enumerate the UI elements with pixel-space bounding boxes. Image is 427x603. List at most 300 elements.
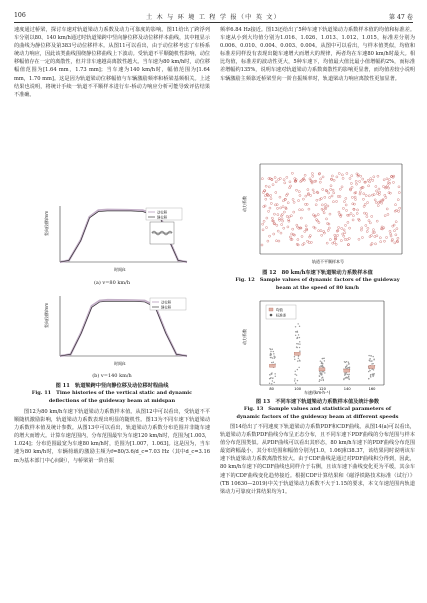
sample-point xyxy=(355,183,357,185)
sample-point xyxy=(294,359,295,360)
sample-point xyxy=(343,378,344,379)
sample-point xyxy=(320,230,322,232)
sample-point xyxy=(345,209,347,211)
sample-point xyxy=(270,198,272,200)
sample-point xyxy=(270,194,272,196)
sample-point xyxy=(282,206,284,208)
sample-point xyxy=(385,196,387,198)
sample-point xyxy=(279,196,281,198)
sample-point xyxy=(297,238,299,240)
sample-point xyxy=(360,229,362,231)
sample-point xyxy=(304,174,306,176)
sample-point xyxy=(295,326,296,327)
sample-point xyxy=(321,377,322,378)
sample-point xyxy=(329,239,331,241)
sample-point xyxy=(283,227,285,229)
sample-point xyxy=(398,186,400,188)
sample-point xyxy=(331,195,333,197)
sample-point xyxy=(390,235,392,237)
sample-point xyxy=(392,181,394,183)
sample-point xyxy=(272,357,273,358)
sample-point xyxy=(270,202,272,204)
sample-point xyxy=(322,358,323,359)
sample-point xyxy=(335,243,337,245)
sample-point xyxy=(318,230,320,232)
sample-point xyxy=(292,228,294,230)
sample-point xyxy=(378,188,380,190)
sample-point xyxy=(373,359,374,360)
sample-point xyxy=(338,211,340,213)
sample-point xyxy=(296,343,297,344)
sample-point xyxy=(351,186,353,188)
sample-point xyxy=(273,233,275,235)
sample-point xyxy=(279,219,281,221)
sample-point xyxy=(291,172,293,174)
sample-point xyxy=(372,356,373,357)
sample-point xyxy=(348,237,350,239)
sample-point xyxy=(376,220,378,222)
left-bottom-column xyxy=(14,408,210,465)
fig13-caption-en-2: dynamic factors of the guideway beam at different speeds xyxy=(236,413,399,420)
sample-point xyxy=(296,226,298,228)
sample-point xyxy=(355,180,357,182)
fig12-chart xyxy=(238,160,406,268)
right-column xyxy=(220,26,415,83)
sample-point xyxy=(294,380,295,381)
sample-point xyxy=(393,224,395,226)
sample-point xyxy=(362,198,364,200)
fig11b-legend-dyn: 动位移 xyxy=(161,300,172,305)
sample-point xyxy=(313,180,315,182)
sample-point xyxy=(369,358,370,359)
sample-point xyxy=(276,224,278,226)
fig11-caption-cn: 图 11 轨道梁跨中竖向静位移及动位移时程曲线 xyxy=(55,383,169,389)
sample-point xyxy=(370,374,371,375)
sample-point xyxy=(302,198,304,200)
sample-point xyxy=(359,191,361,193)
sample-point xyxy=(321,208,323,210)
sample-point xyxy=(397,199,399,201)
sample-point xyxy=(348,376,349,377)
sample-point xyxy=(374,236,376,238)
sample-point xyxy=(299,351,300,352)
sample-point xyxy=(295,335,296,336)
sample-point xyxy=(365,213,367,215)
sample-point xyxy=(340,215,342,217)
mean-marker xyxy=(369,366,375,369)
sample-point xyxy=(292,198,294,200)
sample-point xyxy=(323,358,324,359)
sample-point xyxy=(283,211,285,213)
sample-point xyxy=(261,178,263,180)
sample-point xyxy=(268,186,270,188)
sample-point xyxy=(271,217,273,219)
sample-point xyxy=(390,233,392,235)
sample-point xyxy=(310,194,312,196)
sample-point xyxy=(311,172,313,174)
sample-point xyxy=(328,192,330,194)
sample-point xyxy=(335,200,337,202)
sample-point xyxy=(372,229,374,231)
sample-point xyxy=(275,240,277,242)
x-tick-label: 160 xyxy=(368,387,376,391)
sample-point xyxy=(348,367,349,368)
sample-point xyxy=(290,185,292,187)
sample-point xyxy=(359,193,361,195)
sample-point xyxy=(319,181,321,183)
sample-point xyxy=(388,192,390,194)
fig11b-caption: (b) v=140 km/h xyxy=(92,373,132,379)
sample-point xyxy=(270,353,271,354)
sample-point xyxy=(385,236,387,238)
sample-point xyxy=(299,347,300,348)
sample-point xyxy=(322,188,324,190)
sample-point xyxy=(387,182,389,184)
sample-point xyxy=(369,236,371,238)
sample-point xyxy=(325,218,327,220)
sample-point xyxy=(268,210,270,212)
sample-point xyxy=(373,231,375,233)
fig11a-caption: (a) v=80 km/h xyxy=(93,280,131,286)
right-top-paragraph: 频率6.84 Hz接近。图13还给出了5种车速下轨道梁动力系数样本值的均值和标准差。车速从小到大均值分别为1.016、1.026、1.013、1.012、1.015，标准差分别为0.006、0.010、0.004、0.003、0.004。从图中可以看出，与样本值类似，均值和标准差同样没有表现出随车速增大而增大的规律，两者均在车速80 km/h时最大。相比均值，标准差的波动性更大，5种车速下，均值最大值比最小值增幅约2%，而标准差增幅约135%，说明车速对轨道梁动力系数离散性的影响更显著，而均值差较小说明车辆激励主频靠近桥梁竖向一阶自振频率时，轨道梁动力响应离散性更加显著。 xyxy=(220,27,415,82)
sample-point xyxy=(298,227,300,229)
sample-point xyxy=(343,229,345,231)
x-tick-label: 80 xyxy=(269,387,274,391)
fig11-caption-en-1: Fig. 11 Time histories of the vertical static and dynamic xyxy=(31,390,193,397)
sample-point xyxy=(299,337,300,338)
sample-point xyxy=(375,201,377,203)
sample-point xyxy=(369,370,370,371)
sample-point xyxy=(333,179,335,181)
sample-point xyxy=(372,179,374,181)
sample-point xyxy=(373,176,375,178)
sample-point xyxy=(344,232,346,234)
sample-point xyxy=(283,179,285,181)
sample-point xyxy=(315,180,317,182)
fig13-caption-en-1: Fig. 13 Sample values and statistical parameters of xyxy=(243,406,392,413)
fig12-points xyxy=(261,172,401,246)
sample-point xyxy=(352,219,354,221)
sample-point xyxy=(370,375,371,376)
sample-point xyxy=(289,181,291,183)
sample-point xyxy=(346,172,348,174)
sample-point xyxy=(286,215,288,217)
sample-point xyxy=(375,190,377,192)
sample-point xyxy=(363,193,365,195)
sample-point xyxy=(348,362,349,363)
sample-point xyxy=(290,215,292,217)
sample-point xyxy=(340,240,342,242)
sample-point xyxy=(348,214,350,216)
fig13-legend-mean: 均值 xyxy=(276,308,283,312)
mean-marker xyxy=(344,369,350,372)
sample-point xyxy=(319,373,320,374)
sample-point xyxy=(372,363,373,364)
sample-point xyxy=(347,221,349,223)
sample-point xyxy=(387,185,389,187)
sample-point xyxy=(368,195,370,197)
sample-point xyxy=(272,349,273,350)
sample-point xyxy=(320,380,321,381)
sample-point xyxy=(284,182,286,184)
sample-point xyxy=(314,215,316,217)
sample-point xyxy=(270,351,271,352)
sample-point xyxy=(286,176,288,178)
sample-point xyxy=(346,364,347,365)
sample-point xyxy=(350,212,352,214)
sample-point xyxy=(388,187,390,189)
sample-point xyxy=(337,234,339,236)
sample-point xyxy=(299,326,300,327)
sample-point xyxy=(338,226,340,228)
sample-point xyxy=(262,229,264,231)
sample-point xyxy=(344,375,345,376)
sample-point xyxy=(338,172,340,174)
fig11b-legend-static: 静位移 xyxy=(161,305,172,310)
sample-point xyxy=(388,179,390,181)
sample-point xyxy=(356,212,358,214)
sample-point xyxy=(326,190,328,192)
sample-point xyxy=(371,369,372,370)
sample-point xyxy=(386,178,388,180)
sample-point xyxy=(365,195,367,197)
sample-point xyxy=(277,214,279,216)
sample-point xyxy=(298,200,300,202)
sample-point xyxy=(296,331,297,332)
sample-point xyxy=(320,360,321,361)
sample-point xyxy=(371,242,373,244)
mean-marker xyxy=(269,364,275,367)
sample-point xyxy=(322,363,323,364)
sample-point xyxy=(271,373,272,374)
sample-point xyxy=(304,230,306,232)
sample-point xyxy=(391,238,393,240)
page-number: 106 xyxy=(14,12,26,19)
sample-point xyxy=(391,240,393,242)
sample-point xyxy=(345,366,346,367)
sample-point xyxy=(399,207,401,209)
sample-point xyxy=(293,201,295,203)
sample-point xyxy=(270,377,271,378)
sample-point xyxy=(287,226,289,228)
journal-title: 土 木 与 环 境 工 程 学 报（中 英 文） xyxy=(145,14,282,21)
sample-point xyxy=(297,369,298,370)
sample-point xyxy=(275,191,277,193)
sample-point xyxy=(384,194,386,196)
sample-point xyxy=(319,366,320,367)
sample-point xyxy=(379,237,381,239)
sample-point xyxy=(324,196,326,198)
sample-point xyxy=(348,363,349,364)
sample-point xyxy=(398,192,400,194)
sample-point xyxy=(297,380,298,381)
sample-point xyxy=(389,230,391,232)
sample-point xyxy=(392,225,394,227)
sample-point xyxy=(312,189,314,191)
sample-point xyxy=(322,366,323,367)
sample-point xyxy=(344,224,346,226)
sample-point xyxy=(379,191,381,193)
sample-point xyxy=(279,177,281,179)
fig11a-ylabel: 竖向位移/mm xyxy=(44,210,49,236)
sample-point xyxy=(322,176,324,178)
sample-point xyxy=(342,207,344,209)
sample-point xyxy=(267,240,269,242)
sample-point xyxy=(324,360,325,361)
sample-point xyxy=(344,238,346,240)
sample-point xyxy=(282,220,284,222)
sample-point xyxy=(368,371,369,372)
sample-point xyxy=(322,209,324,211)
sample-point xyxy=(273,213,275,215)
sample-point xyxy=(274,373,275,374)
sample-point xyxy=(298,191,300,193)
sample-point xyxy=(382,199,384,201)
sample-point xyxy=(265,198,267,200)
sample-point xyxy=(344,361,345,362)
page-header xyxy=(14,12,413,22)
sample-point xyxy=(334,234,336,236)
sample-point xyxy=(374,243,376,245)
sample-point xyxy=(293,211,295,213)
sample-point xyxy=(272,380,273,381)
sample-point xyxy=(384,215,386,217)
sample-point xyxy=(270,349,271,350)
sample-point xyxy=(272,377,273,378)
sample-point xyxy=(370,244,372,246)
fig11a-legend-dyn: 动位移 xyxy=(157,210,168,215)
sample-point xyxy=(266,217,268,219)
fig12-caption-en-2: beam at the speed of 80 km/h xyxy=(275,284,360,291)
sample-point xyxy=(342,233,344,235)
sample-point xyxy=(372,374,373,375)
sample-point xyxy=(383,179,385,181)
sample-point xyxy=(319,375,320,376)
volume-label: 第 47 卷 xyxy=(388,14,413,21)
sample-point xyxy=(352,215,354,217)
sample-point xyxy=(305,225,307,227)
sample-point xyxy=(348,378,349,379)
sample-point xyxy=(333,192,335,194)
sample-point xyxy=(372,376,373,377)
sample-point xyxy=(288,219,290,221)
sample-point xyxy=(368,378,369,379)
sample-point xyxy=(297,360,298,361)
sample-point xyxy=(282,200,284,202)
sample-point xyxy=(321,204,323,206)
sample-point xyxy=(269,374,270,375)
sample-point xyxy=(398,210,400,212)
sample-point xyxy=(369,360,370,361)
sample-point xyxy=(298,358,299,359)
sample-point xyxy=(345,204,347,206)
sample-point xyxy=(377,175,379,177)
sample-point xyxy=(310,241,312,243)
sample-point xyxy=(336,176,338,178)
sample-point xyxy=(295,371,296,372)
sample-point xyxy=(351,175,353,177)
sample-point xyxy=(368,355,369,356)
sample-point xyxy=(280,232,282,234)
sample-point xyxy=(274,357,275,358)
sample-point xyxy=(315,204,317,206)
sample-point xyxy=(261,244,263,246)
x-tick-label: 140 xyxy=(343,387,351,391)
sample-point xyxy=(354,196,356,198)
sample-point xyxy=(349,379,350,380)
sample-point xyxy=(288,220,290,222)
sample-point xyxy=(295,383,296,384)
sample-point xyxy=(346,361,347,362)
sample-point xyxy=(328,227,330,229)
sample-point xyxy=(341,186,343,188)
sample-point xyxy=(368,220,370,222)
sample-point xyxy=(333,241,335,243)
fig12-caption-block xyxy=(220,270,415,292)
sample-point xyxy=(270,357,271,358)
sample-point xyxy=(371,360,372,361)
sample-point xyxy=(274,382,275,383)
sample-point xyxy=(332,189,334,191)
sample-point xyxy=(296,338,297,339)
sample-point xyxy=(321,234,323,236)
x-tick-label: 120 xyxy=(319,387,326,391)
sample-point xyxy=(371,215,373,217)
sample-point xyxy=(375,185,377,187)
sample-point xyxy=(313,192,315,194)
fig11-panel-b xyxy=(42,290,192,372)
sample-point xyxy=(297,323,298,324)
sample-point xyxy=(368,185,370,187)
sample-point xyxy=(300,217,302,219)
sample-point xyxy=(301,235,303,237)
sample-point xyxy=(370,234,372,236)
sample-point xyxy=(265,185,267,187)
sample-point xyxy=(301,209,303,211)
sample-point xyxy=(296,347,297,348)
sample-point xyxy=(276,207,278,209)
fig12-caption-en-1: Fig. 12 Sample values of dynamic factors of the guideway xyxy=(235,277,400,284)
sample-point xyxy=(319,381,320,382)
sample-point xyxy=(327,205,329,207)
sample-point xyxy=(394,204,396,206)
sample-point xyxy=(323,212,325,214)
sample-point xyxy=(281,224,283,226)
sample-point xyxy=(389,192,391,194)
sample-point xyxy=(341,227,343,229)
sample-point xyxy=(319,172,321,174)
sample-point xyxy=(305,195,307,197)
sample-point xyxy=(363,212,365,214)
sample-point xyxy=(367,202,369,204)
sample-point xyxy=(349,227,351,229)
sample-point xyxy=(351,196,353,198)
sample-point xyxy=(298,343,299,344)
sample-point xyxy=(273,351,274,352)
fig13-xlabel: 车速/(km·h⁻¹) xyxy=(304,390,331,395)
sample-point xyxy=(317,214,319,216)
sample-point xyxy=(369,222,371,224)
sample-point xyxy=(393,230,395,232)
sample-point xyxy=(287,202,289,204)
sample-point xyxy=(281,218,283,220)
sample-point xyxy=(396,228,398,230)
sample-point xyxy=(280,207,282,209)
sample-point xyxy=(386,208,388,210)
sample-point xyxy=(354,198,356,200)
fig13-ylabel: 动力系数 xyxy=(242,329,247,345)
sample-point xyxy=(341,174,343,176)
